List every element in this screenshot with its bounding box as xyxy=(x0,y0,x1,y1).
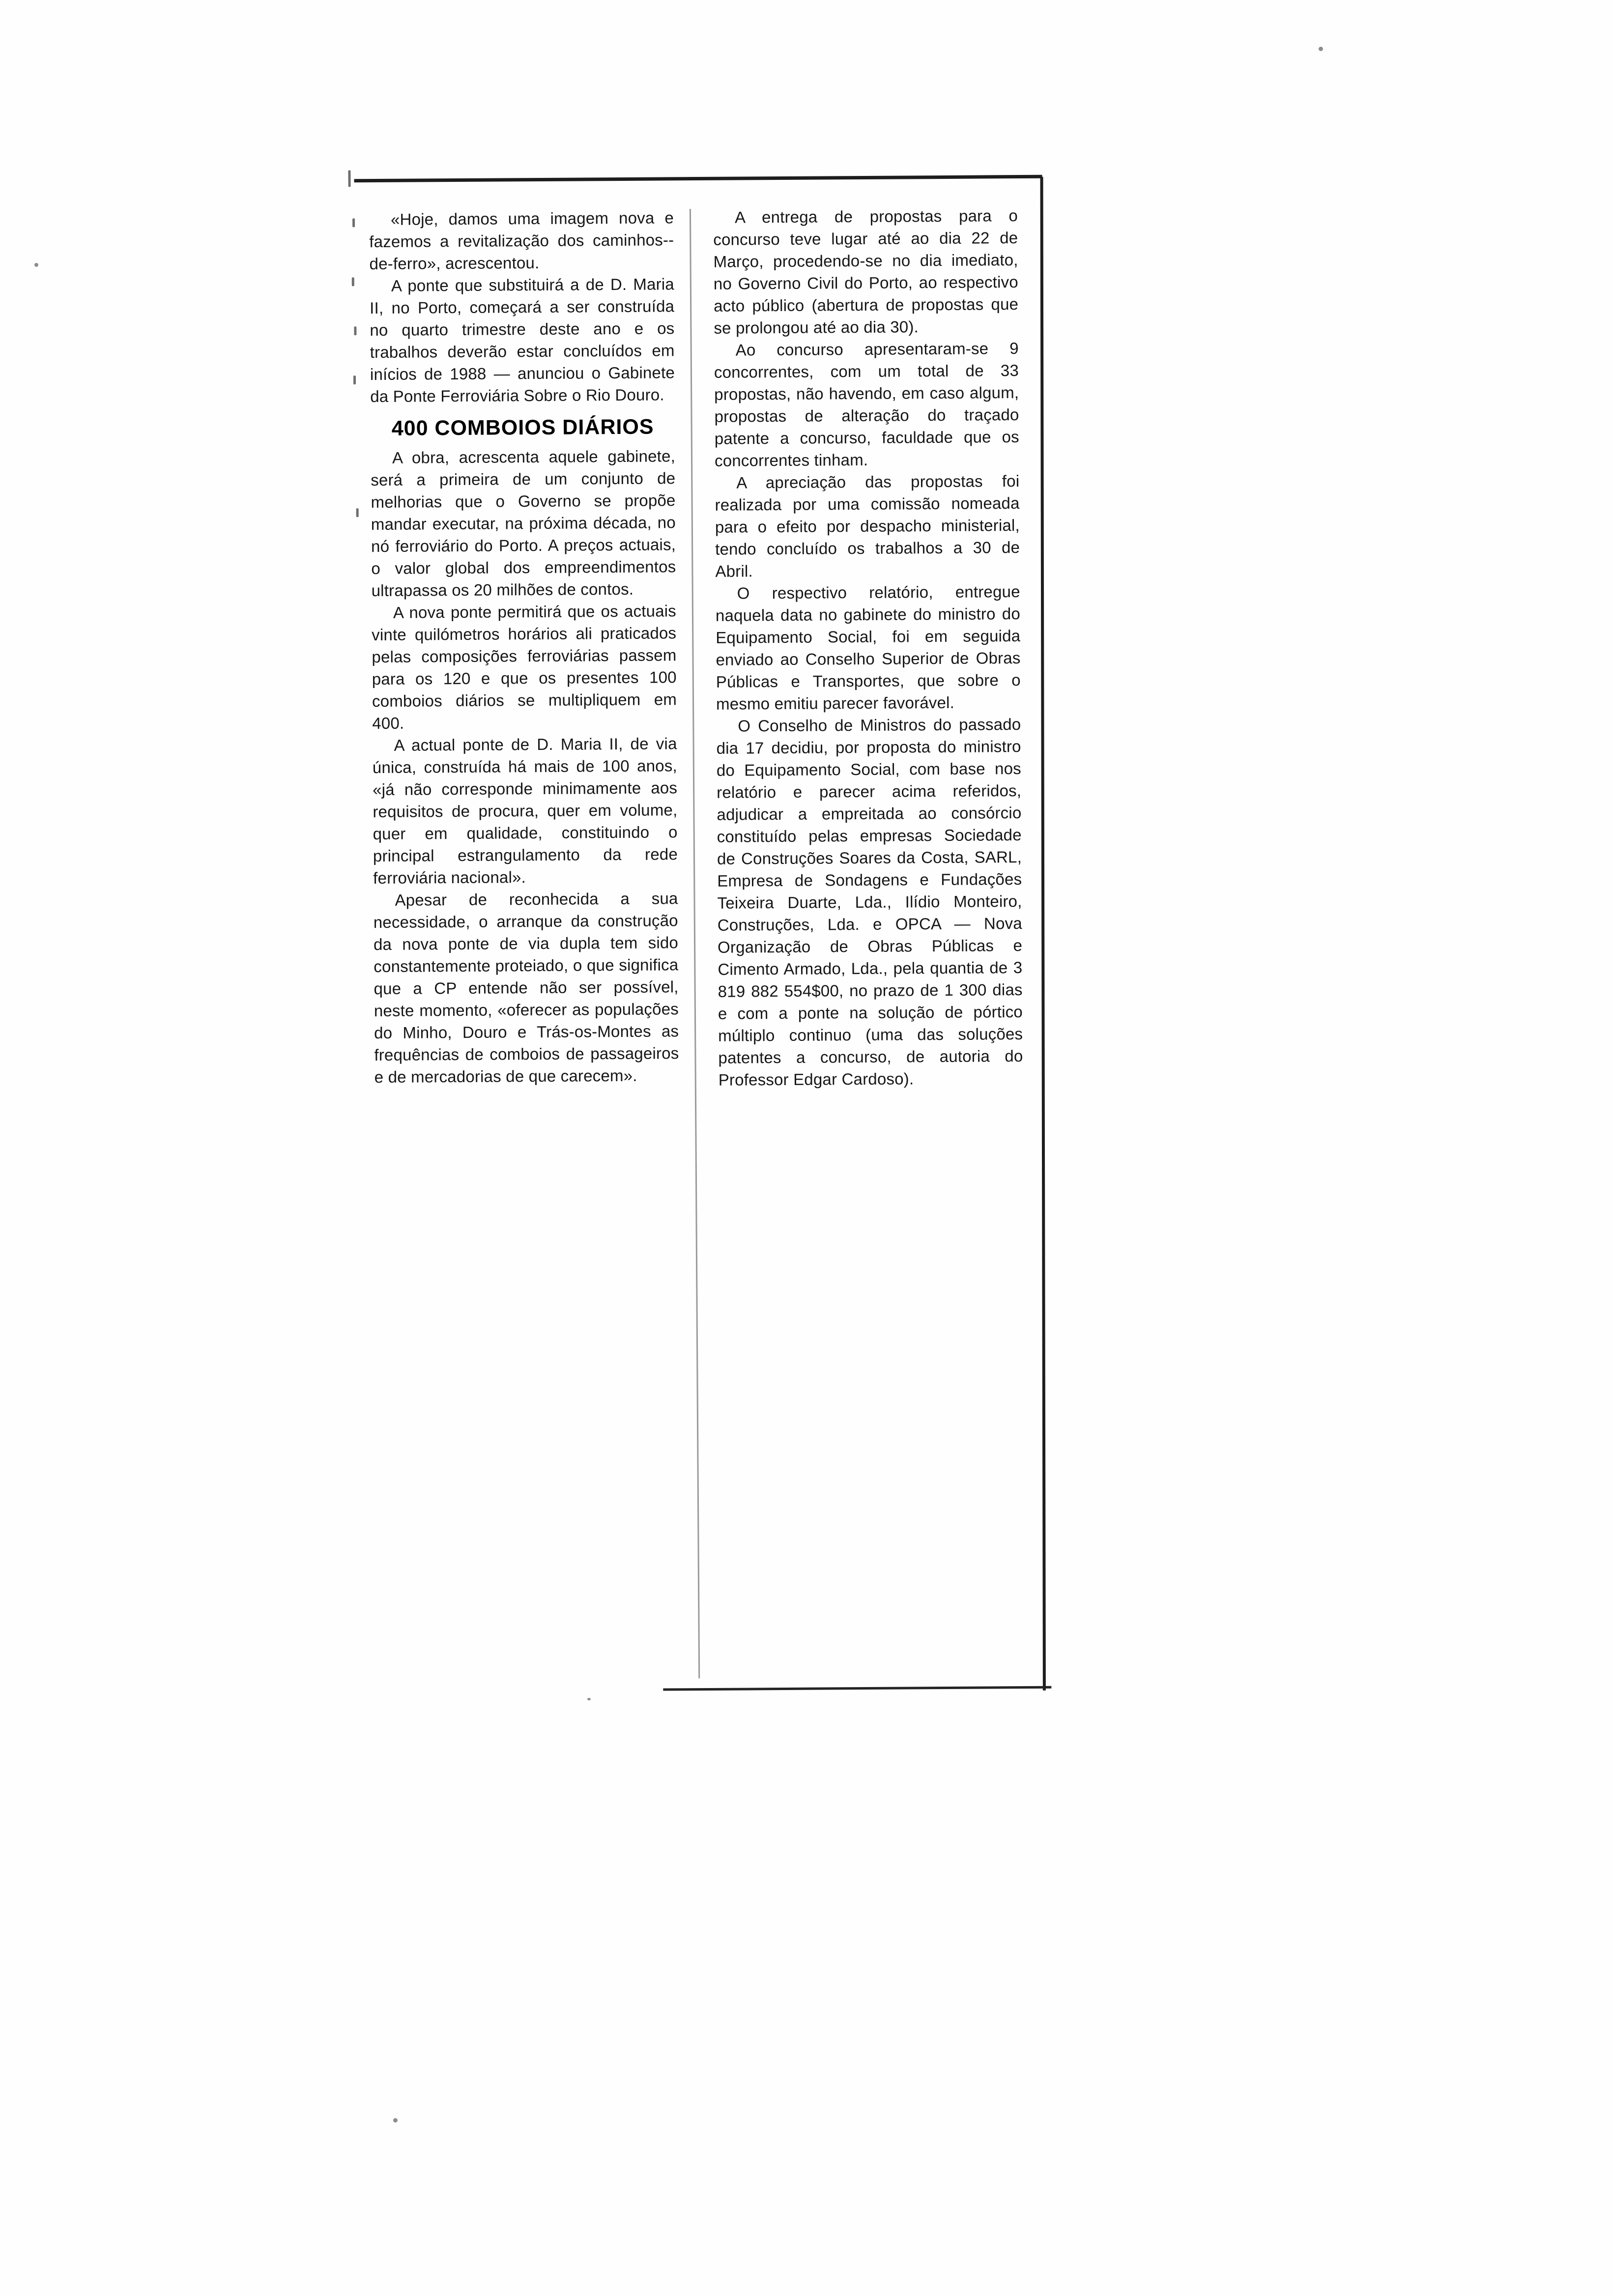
article-column-left xyxy=(369,206,679,1088)
paragraph: A apreciação das propostas foi realizada por uma comissão nomeada para o efeito por despacho ministerial, tendo concluído os trabalhos a 30 de Abril. xyxy=(715,472,1020,580)
paragraph: Apesar de reconhecida a sua necessidade, o arranque da construção da nova ponte de via dupla tem sido constantemente proteiado, o que significa que a CP entende não ser possível, neste momento, «oferecer as populações do Minho, Douro e Trás-os-Montes as frequências de comboios de passageiros e de mercadorias de que carecem». xyxy=(373,889,679,1087)
scan-speckle xyxy=(393,2118,398,2123)
paragraph: O Conselho de Ministros do passado dia 17 decidiu, por proposta do ministro do Equipamento Social, com base nos relatório e parecer acima referidos, adjudicar a empreitada ao consórcio constituído pelas empresas Sociedade de Construções Soares da Costa, SARL, Empresa de Sondagens e Fundações Teixeira Duarte, Lda., Ilídio Monteiro, Construções, Lda. e OPCA — Nova Organização de Obras Públicas e Cimento Armado, Lda., pela quantia de 3 819 882 554$00, no prazo de 1 300 dias e com a ponte na solução de pórtico múltiplo continuo (uma das soluções patentes a concurso, de autoria do Professor Edgar Cardoso). xyxy=(716,715,1023,1089)
paragraph: A actual ponte de D. Maria II, de via única, construída há mais de 100 anos, «já não corresponde minimamente aos requisitos de procura, quer em volume, quer em qualidade, constituindo o principal estrangulamento da rede ferroviária nacional». xyxy=(372,734,678,888)
clipping-edge-mark xyxy=(352,218,355,227)
column-divider xyxy=(690,209,700,1678)
article-column-right xyxy=(713,204,1023,1091)
clipping-bottom-rule xyxy=(663,1686,1051,1691)
clipping-edge-mark xyxy=(356,508,359,517)
paragraph: A obra, acrescenta aquele gabinete, será a primeira de um conjunto de melhorias que o Governo se propõe mandar executar, na próxima década, no nó ferroviário do Porto. A preços actuais, o valor global dos empreendimentos ultrapassa os 20 milhões de contos. xyxy=(371,447,676,600)
scan-speckle xyxy=(1319,47,1323,51)
article-subheading: 400 COMBOIOS DIÁRIOS xyxy=(391,415,654,440)
paragraph: O respectivo relatório, entregue naquela data no gabinete do ministro do Equipamento Social, foi em seguida enviado ao Conselho Superior de Obras Públicas e Transportes, que sobre o mesmo emitiu parecer favorável. xyxy=(715,582,1021,713)
clipping-top-rule xyxy=(354,175,1042,183)
paragraph: A nova ponte permitirá que os actuais vinte quilómetros horários ali praticados pelas composições ferroviárias passem para os 120 e que os presentes 100 comboios diários se multipliquem em 400. xyxy=(372,602,677,733)
paragraph: Ao concurso apresentaram-se 9 concorrentes, com um total de 33 propostas, não havendo, em caso algum, propostas de alteração do traçado patente a concurso, faculdade que os concorrentes tinham. xyxy=(714,339,1019,470)
clipping-edge-mark xyxy=(348,170,350,187)
newspaper-clipping xyxy=(344,162,1062,1715)
clipping-edge-mark xyxy=(354,326,356,335)
clipping-right-edge xyxy=(1040,177,1046,1691)
clipping-edge-mark xyxy=(353,375,356,384)
clipping-edge-mark xyxy=(352,277,354,286)
paragraph: A ponte que substituirá a de D. Maria II, no Porto, começará a ser construída no quarto trimestre deste ano e os trabalhos deverão estar concluídos em inícios de 1988 — anunciou o Gabinete da Ponte Ferroviária Sobre o Rio Douro. xyxy=(370,275,675,406)
scan-speckle xyxy=(34,263,38,267)
paragraph: A entrega de propostas para o concurso teve lugar até ao dia 22 de Março, procedendo-se no dia imediato, no Governo Civil do Porto, ao respectivo acto público (abertura de propostas que se prolongou até ao dia 30). xyxy=(713,206,1019,337)
paragraph: «Hoje, damos uma imagem nova e fazemos a revitalização dos caminhos--de-ferro», acrescentou. xyxy=(369,208,674,273)
